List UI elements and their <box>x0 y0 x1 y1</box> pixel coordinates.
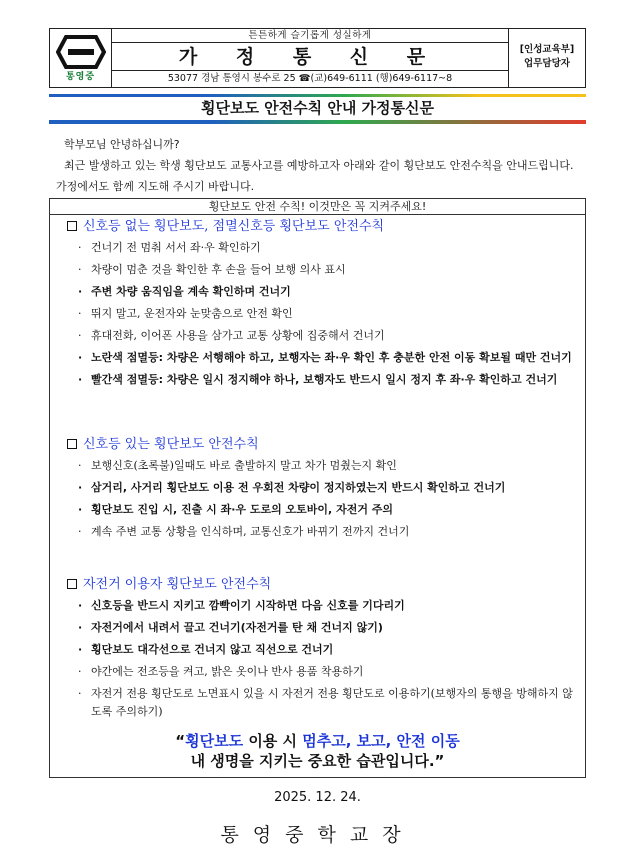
banner-bottom-stripe <box>49 120 586 124</box>
checkbox-icon <box>67 579 77 589</box>
school-address: 53077 경남 통영시 봉수로 25 ☎(교)649-6111 (행)649-6117~8 <box>167 73 453 84</box>
list-item: · 자전거에서 내려서 끌고 건너기(자전거를 탄 채 건너지 않기) <box>78 621 383 634</box>
header-dept <box>508 29 585 87</box>
list-item: · 휴대전화, 이어폰 사용을 삼가고 교통 상황에 집중해서 건너기 <box>78 329 385 342</box>
logo-emblem-icon <box>56 35 106 69</box>
list-item: · 건너기 전 멈춰 서서 좌·우 확인하기 <box>78 241 261 254</box>
list-item: · 차량이 멈춘 것을 확인한 후 손을 들어 보행 의사 표시 <box>78 263 346 276</box>
principal-signature: 통영중학교장 <box>220 824 415 846</box>
dept-name: [인성교육부] <box>519 44 575 55</box>
safety-slogan <box>50 731 585 771</box>
dept-person: 업무담당자 <box>524 58 570 69</box>
list-item: · 신호등을 반드시 지키고 깜빡이기 시작하면 다음 신호를 기다리기 <box>78 599 405 612</box>
issue-date: 2025. 12. 24. <box>274 790 361 805</box>
banner-title: 횡단보도 안전수칙 안내 가정통신문 <box>200 99 435 117</box>
list-item: · 삼거리, 사거리 횡단보도 이용 전 우회전 차량이 정지하였는지 반드시 확인하고 건너기 <box>78 481 506 494</box>
school-logo <box>50 29 112 87</box>
section-bicycle <box>67 575 582 725</box>
list-item: · 횡단보도 진입 시, 진출 시 좌·우 도로의 오토바이, 자전거 주의 <box>78 503 394 516</box>
safety-rules-box <box>49 198 586 778</box>
list-item: · 계속 주변 교통 상황을 인식하며, 교통신호가 바뀌기 전까지 건너기 <box>78 525 410 538</box>
section-with-signal <box>67 435 582 545</box>
section-heading: 신호등 있는 횡단보도 안전수칙 <box>67 435 582 457</box>
slogan-line-2: 내 생명을 지키는 중요한 습관입니다.” <box>190 752 445 770</box>
section-heading: 자전거 이용자 횡단보도 안전수칙 <box>67 575 582 597</box>
list-item: · 노란색 점멸등: 차량은 서행해야 하고, 보행자는 좌·우 확인 후 충분한 안전 이동 확보될 때만 건너기 <box>78 351 572 364</box>
slogan-line-1: “횡단보도 이용 시 멈추고, 보고, 안전 이동 <box>175 732 460 750</box>
logo-text: 통영중 <box>65 72 96 82</box>
list-item: · 횡단보도 대각선으로 건너지 않고 직선으로 건너기 <box>78 643 334 656</box>
list-item: · 뛰지 말고, 운전자와 눈맞춤으로 안전 확인 <box>78 307 293 320</box>
intro-text <box>56 134 586 197</box>
section-heading: 신호등 없는 횡단보도, 점멸신호등 횡단보도 안전수칙 <box>67 217 582 239</box>
newsletter-title: 가 정 통 신 문 <box>112 43 508 71</box>
list-item: · 빨간색 점멸등: 차량은 일시 정지해야 하나, 보행자도 반드시 일시 정지 후 좌·우 확인하고 건너기 <box>78 373 558 386</box>
list-item: · 주변 차량 움직임을 계속 확인하며 건너기 <box>78 285 291 298</box>
list-item: · 야간에는 전조등을 켜고, 밝은 옷이나 반사 용품 착용하기 <box>78 665 364 678</box>
checkbox-icon <box>67 221 77 231</box>
greeting: 학부모님 안녕하십니까? <box>64 138 180 151</box>
list-item: · 보행신호(초록불)일때도 바로 출발하지 말고 차가 멈췄는지 확인 <box>78 459 397 472</box>
checkbox-icon <box>67 439 77 449</box>
intro-body: 최근 발생하고 있는 학생 횡단보도 교통사고를 예방하고자 아래와 같이 횡단보도 안전수칙을 안내드립니다. 가정에서도 함께 지도해 주시기 바랍니다. <box>56 159 574 193</box>
letter-header <box>49 28 586 88</box>
list-item: · 자전거 전용 횡단도로 노면표시 있을 시 자전거 전용 횡단도로 이용하기(보행자의 통행을 방해하지 않도록 주의하기) <box>78 687 573 718</box>
header-center <box>112 29 508 87</box>
box-title: 횡단보도 안전 수칙! 이것만은 꼭 지켜주세요! <box>50 199 585 215</box>
section-no-signal <box>67 217 582 393</box>
school-motto: 튼튼하게 슬기롭게 성실하게 <box>112 29 508 43</box>
title-banner <box>49 94 586 124</box>
